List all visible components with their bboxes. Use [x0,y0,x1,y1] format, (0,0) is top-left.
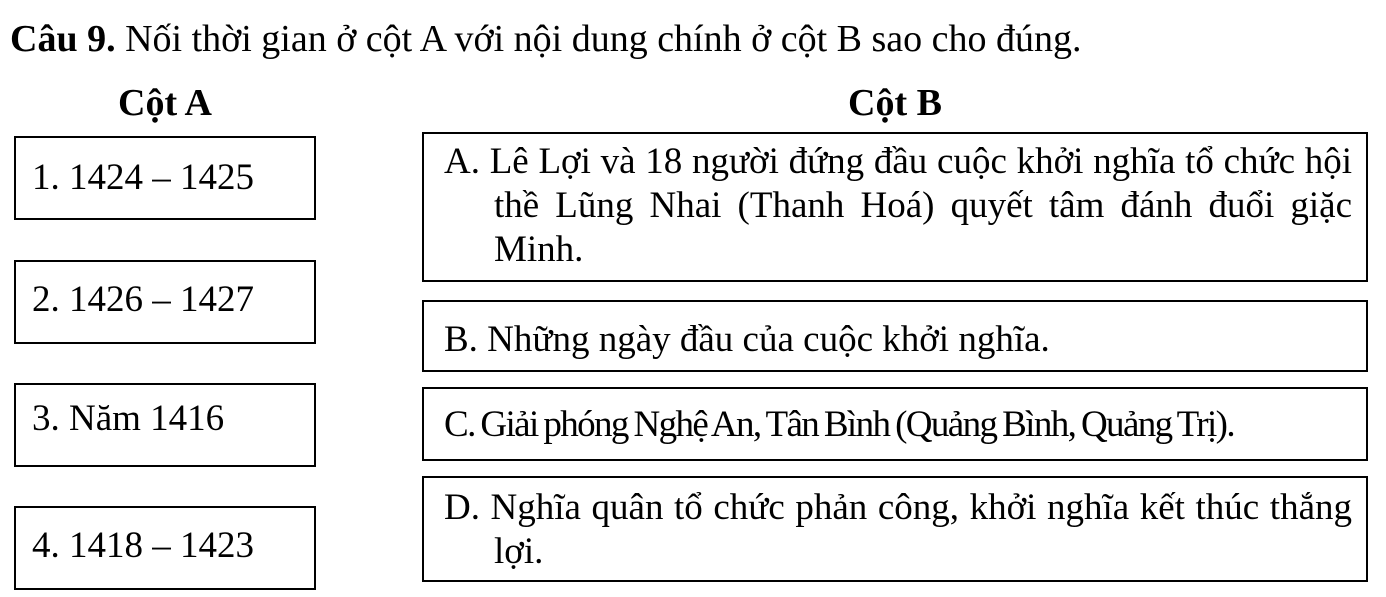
column-b-item-c-text: C. Giải phóng Nghệ An, Tân Bình (Quảng Bình, Quảng Trị). [444,404,1235,445]
column-a-item-1[interactable] [14,136,316,220]
column-a-item-3-label: 3. Năm 1416 [32,398,225,439]
column-b-item-a-text: A. Lê Lợi và 18 người đứng đầu cuộc khởi nghĩa tổ chức hội thề Lũng Nhai (Thanh Hoá) quyết tâm đánh đuổi giặc Minh. [444,141,1352,270]
column-a-item-2[interactable] [14,260,316,344]
column-a-item-3[interactable] [14,383,316,467]
column-b-item-a[interactable] [422,132,1368,282]
question-text [10,16,1082,62]
column-b-item-b-text: B. Những ngày đầu của cuộc khởi nghĩa. [444,319,1050,360]
column-b-item-b[interactable] [422,300,1368,372]
column-a-header: Cột A [118,82,212,124]
column-b-item-d-text: D. Nghĩa quân tổ chức phản công, khởi nghĩa kết thúc thắng lợi. [444,487,1352,572]
column-a-item-1-label: 1. 1424 – 1425 [32,157,254,198]
column-a-item-4[interactable] [14,506,316,590]
column-a-item-4-label: 4. 1418 – 1423 [32,525,254,566]
question-number: Câu 9. [10,18,116,60]
column-b-item-d[interactable] [422,476,1368,582]
column-a-item-2-label: 2. 1426 – 1427 [32,279,254,320]
column-b-item-c[interactable] [422,387,1368,461]
question-prompt: Nối thời gian ở cột A với nội dung chính ở cột B sao cho đúng. [115,18,1082,60]
column-b-header: Cột B [848,82,942,124]
